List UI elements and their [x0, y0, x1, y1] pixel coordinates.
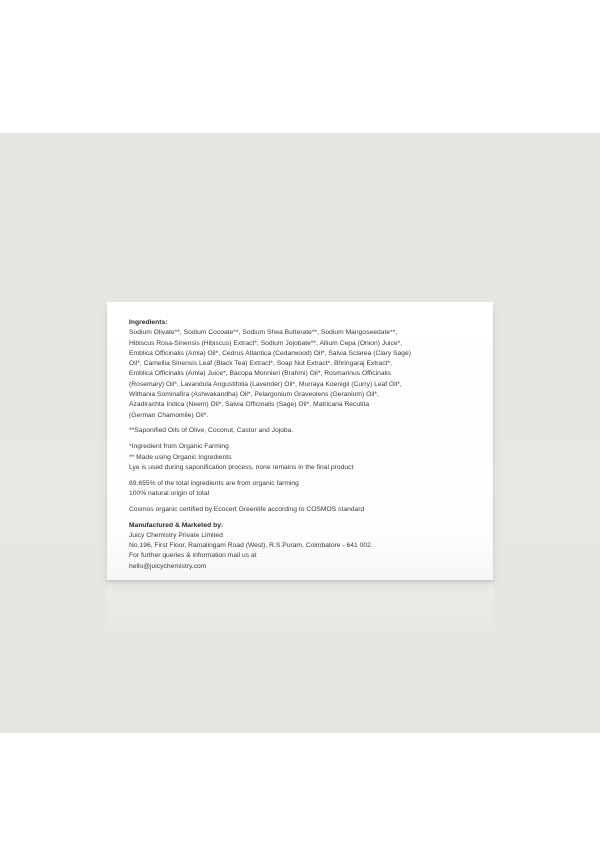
certification-text: Cosmos organic certified by Ecocert Greenlife according to COSMOS standard [129, 505, 365, 513]
ingredients-line: (German Chamomile) Oil*. [129, 411, 209, 419]
organic-note: *Ingredient from Organic Farming [129, 443, 229, 451]
saponified-section [129, 426, 479, 436]
manufacturer-contact-note: For further queries & information mail us at [129, 552, 257, 560]
ingredients-line: Hibiscus Rosa-Sinensis (Hibiscus) Extract*, Sodium Jojobate**, Allium Cepa (Onion) Juice*, [129, 339, 403, 347]
ingredients-heading: Ingredients: [129, 319, 168, 326]
organic-note: ** Made using Organic Ingredients [129, 453, 232, 461]
manufacturer-email: hello@juicychemistry.com [129, 562, 207, 570]
label-text-block [129, 318, 479, 578]
saponified-note: **Saponified Oils of Olive, Coconut, Castor and Jojoba. [129, 427, 294, 435]
manufacturer-address: No.196, First Floor, Ramalingam Road (West), R.S.Puram, Coimbatore - 641 002. [129, 542, 373, 550]
manufacturer-section [129, 521, 479, 572]
ingredients-line: (Rosemary) Oil*, Lavandula Angustifolia (Lavender) Oil*, Murraya Koenigii (Curry) Leaf Oil*, [129, 380, 402, 388]
manufacturer-name: Juicy Chemistry Private Limited [129, 531, 223, 539]
certification-section [129, 505, 479, 515]
label-reflection [107, 582, 493, 642]
ingredients-line: Withania Sominafira (Ashwakandha) Oil*, Pelargonium Graveolens (Geranium) Oil*, [129, 391, 379, 399]
manufacturer-heading: Manufactured & Marketed by: [129, 521, 224, 529]
organic-note: Lye is used during saponification process, none remains in the final product [129, 463, 354, 471]
ingredients-line: Emblica Officinalis (Amla) Oil*, Cedrus Atlantica (Cedarwood) Oil*, Salvia Sclarea (Clary Sage) [129, 349, 412, 357]
ingredients-label [107, 302, 493, 580]
ingredients-line: Azadirachta Indica (Neem) Oil*, Salvia Officinalis (Sage) Oil*, Matricaria Recutita [129, 401, 370, 409]
ingredients-section [129, 318, 479, 421]
organic-stat: 89.655% of the total ingredients are from organic farming [129, 479, 299, 487]
organic-stat: 100% natural origin of total [129, 489, 210, 497]
organic-stats-section [129, 479, 479, 500]
ingredients-line: Sodium Olivate**, Sodium Cocoate**, Sodium Shea Butterate**, Sodium Mangoseedate**, [129, 329, 398, 337]
ingredients-line: Emblica Officinalis (Amla) Juice*, Bacopa Monnieri (Brahmi) Oil*, Rosmarinus Officinalis [129, 370, 392, 378]
notes-section [129, 442, 479, 473]
ingredients-line: Oil*, Camellia Sinensis Leaf (Black Tea) Extract*, Soap Nut Extract*, Bhringaraj Extract*, [129, 360, 392, 368]
